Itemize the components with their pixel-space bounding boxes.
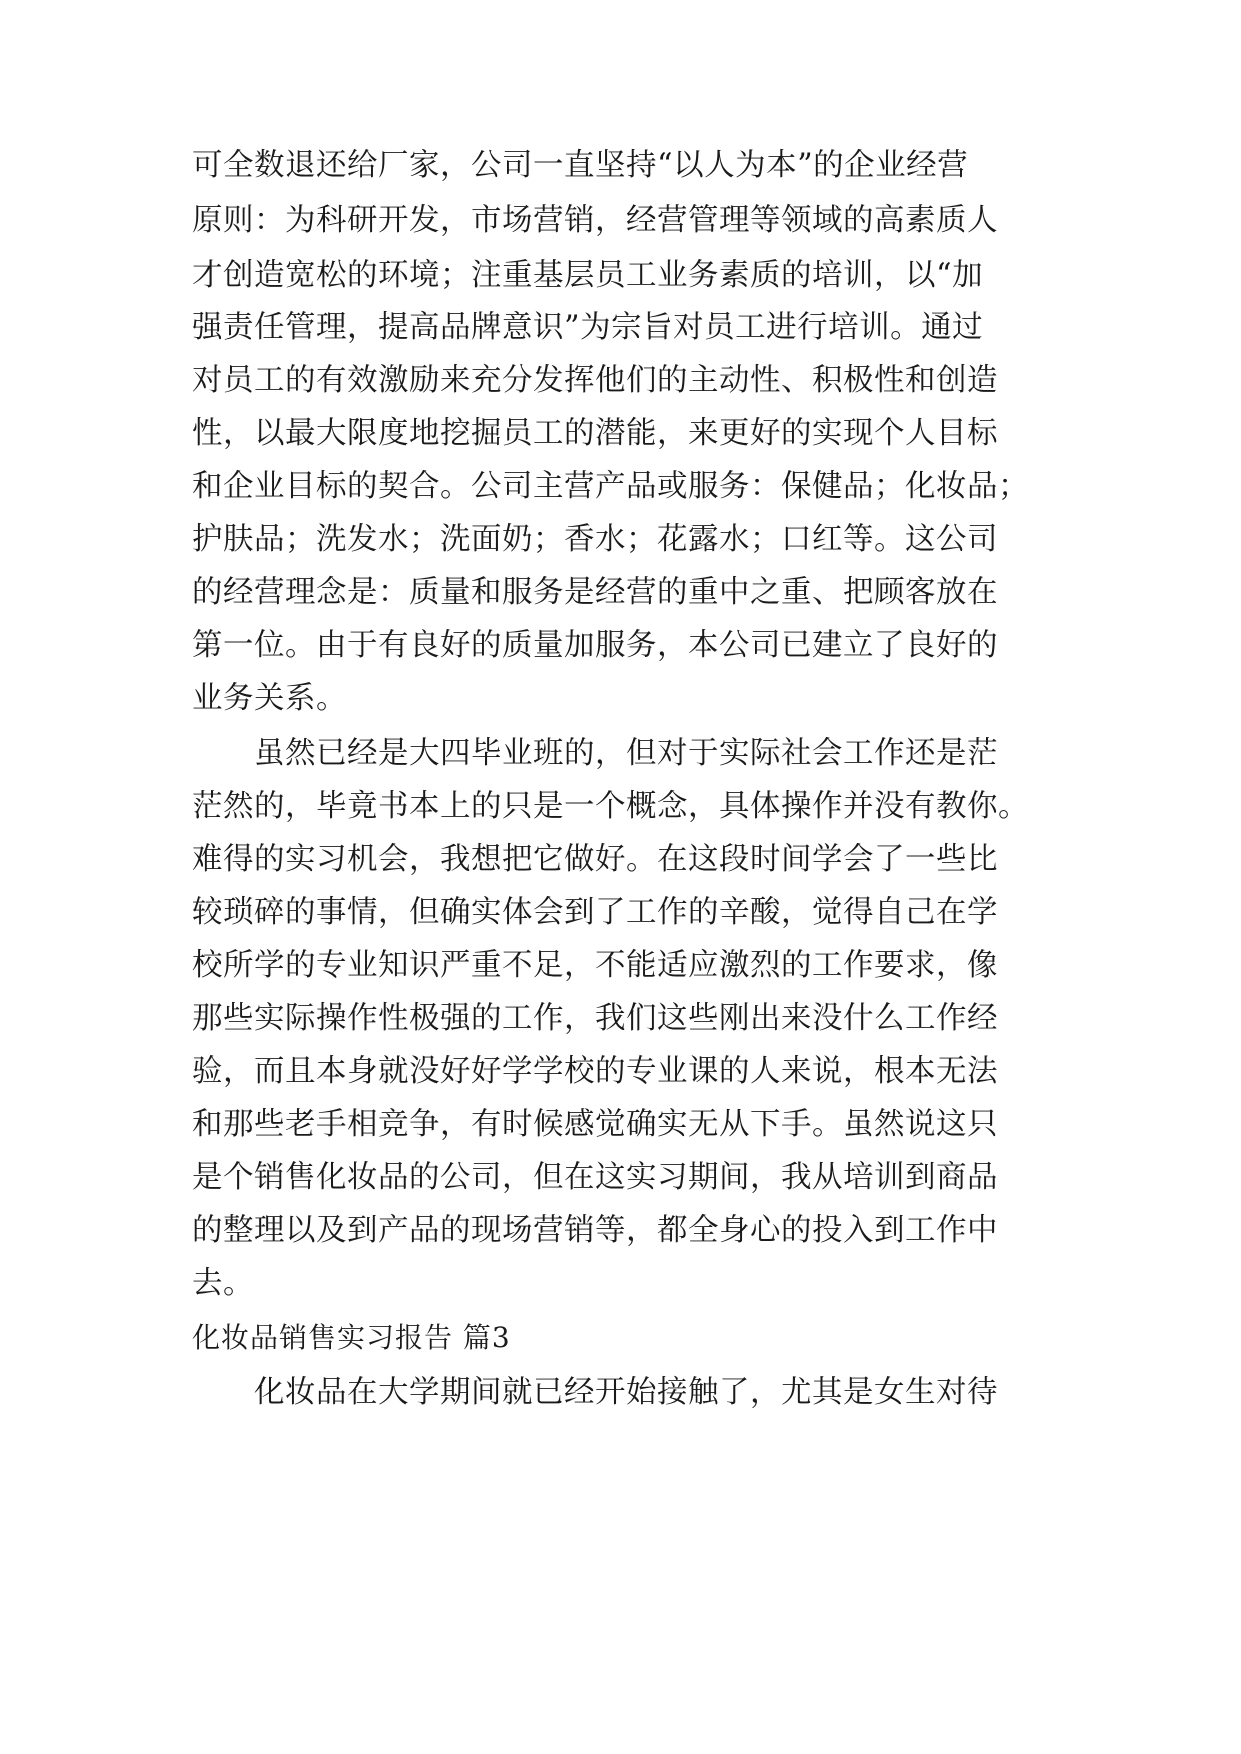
paragraph-2-line: 去。 xyxy=(192,1266,254,1301)
section-heading: 化妆品销售实习报告 篇3 xyxy=(192,1321,511,1354)
paragraph-2-line: 茫然的，毕竟书本上的只是一个概念，具体操作并没有教你。 xyxy=(192,789,1029,824)
paragraph-1-line: 护肤品；洗发水；洗面奶；香水；花露水；口红等。这公司 xyxy=(192,522,998,557)
paragraph-1-line: 才创造宽松的环境；注重基层员工业务素质的培训，以“加 xyxy=(192,258,984,293)
paragraph-1-line: 业务关系。 xyxy=(192,681,347,716)
paragraph-1-line: 原则：为科研开发，市场营销，经营管理等领域的高素质人 xyxy=(192,203,998,238)
paragraph-1-line: 的经营理念是：质量和服务是经营的重中之重、把顾客放在 xyxy=(192,575,998,610)
paragraph-2-line: 验，而且本身就没好好学学校的专业课的人来说，根本无法 xyxy=(192,1054,998,1089)
paragraph-1-line: 性，以最大限度地挖掘员工的潜能，来更好的实现个人目标 xyxy=(192,416,998,451)
paragraph-2-line: 是个销售化妆品的公司，但在这实习期间，我从培训到商品 xyxy=(192,1160,998,1195)
paragraph-2-line: 校所学的专业知识严重不足，不能适应激烈的工作要求，像 xyxy=(192,948,998,983)
paragraph-1-line: 对员工的有效激励来充分发挥他们的主动性、积极性和创造 xyxy=(192,363,998,398)
paragraph-2-line: 虽然已经是大四毕业班的，但对于实际社会工作还是茫 xyxy=(192,736,998,771)
paragraph-2-line: 那些实际操作性极强的工作，我们这些刚出来没什么工作经 xyxy=(192,1001,998,1036)
paragraph-2-line: 和那些老手相竞争，有时候感觉确实无从下手。虽然说这只 xyxy=(192,1107,998,1142)
paragraph-2-line: 难得的实习机会，我想把它做好。在这段时间学会了一些比 xyxy=(192,842,998,877)
paragraph-1-line: 第一位。由于有良好的质量加服务，本公司已建立了良好的 xyxy=(192,628,998,663)
paragraph-2-line: 较琐碎的事情，但确实体会到了工作的辛酸，觉得自己在学 xyxy=(192,895,998,930)
paragraph-1-line: 和企业目标的契合。公司主营产品或服务：保健品；化妆品； xyxy=(192,469,1029,504)
paragraph-1-line: 强责任管理，提高品牌意识”为宗旨对员工进行培训。通过 xyxy=(192,310,984,345)
paragraph-2-line: 的整理以及到产品的现场营销等，都全身心的投入到工作中 xyxy=(192,1213,998,1248)
paragraph-3-line: 化妆品在大学期间就已经开始接触了，尤其是女生对待 xyxy=(192,1375,998,1410)
paragraph-1-line: 可全数退还给厂家，公司一直坚持“以人为本”的企业经营 xyxy=(192,148,969,183)
